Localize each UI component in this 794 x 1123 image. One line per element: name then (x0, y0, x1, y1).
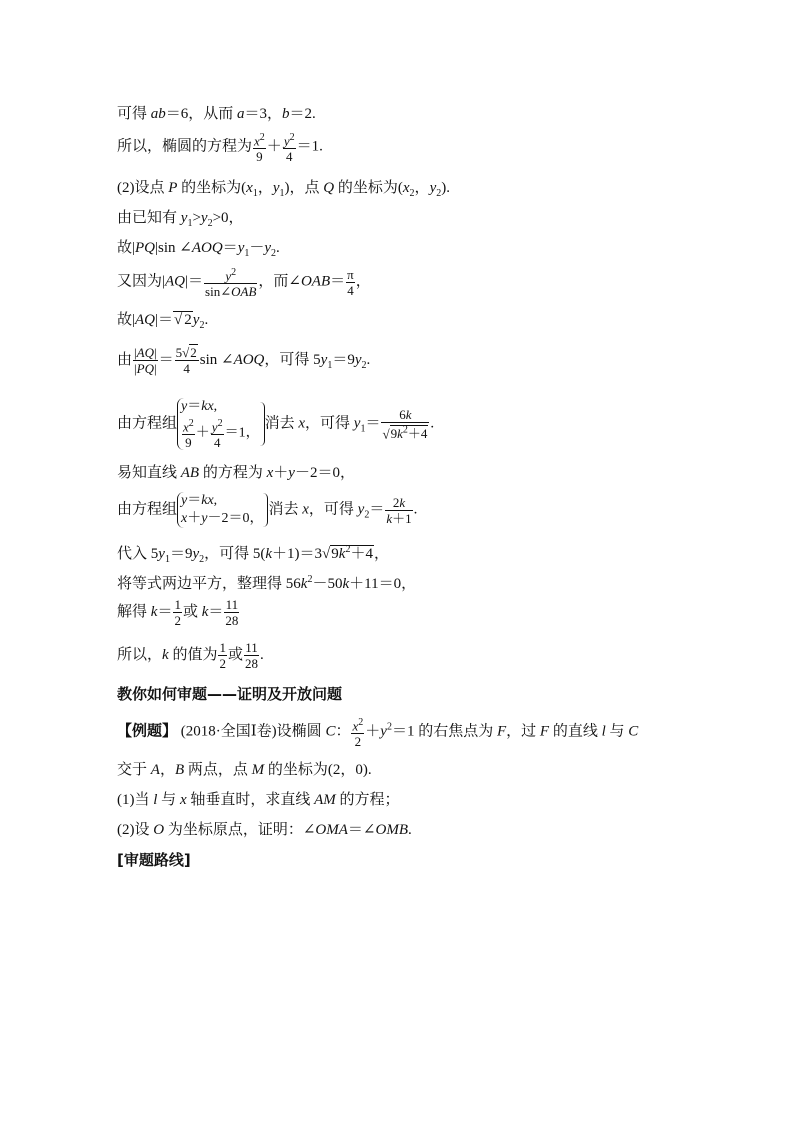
text-line: 代入 $5y_1=9y_2$，可得 $5(k+1)=3√9k^2+4$， (117, 544, 389, 565)
text-line: 【例题】 (2018·全国Ⅰ卷)设椭圆 C： $\frac{x^2}{2}$ $+y^2=1$ 的右焦点为 F，过 F 的直线 l 与 C (117, 717, 639, 750)
fraction: $\frac{\pi}{4}$ (347, 266, 354, 298)
text-line: 所以，椭圆的方程为 $\frac{x^2}{9}$ ＋ $\frac{y^2}{4}$ ＝1. (117, 132, 323, 165)
text-line: (2)设点 P 的坐标为($x_1$，$y_1$)，点 Q 的坐标为($x_2$，$y_2$). (117, 180, 450, 199)
fraction: $\frac{x^2}{9}$ (254, 132, 265, 165)
text-line: (1)当 l 与 x 轴垂直时，求直线 AM 的方程； (117, 792, 400, 808)
text-line: 所以，k 的值为 $\frac{1}{2}$ 或 $\frac{11}{28}$ . (117, 640, 264, 671)
text-line: 又因为|AQ|＝ $\frac{y^2}{\text{sin∠OAB}}$ ，而∠OAB＝ $\frac{\pi}{4}$ ， (117, 266, 371, 300)
text-line: 由方程组 y＝kx, x＋y－2＝0， 消去 x，可得 $y_2=$ $\frac{2k}{k+1}$ . (117, 493, 418, 526)
section-heading: [审题路线] (117, 851, 191, 869)
text-line: 可得 ab＝6，从而 a＝3，b＝2. (117, 106, 316, 122)
fraction: $\frac{11}{28}$ (225, 597, 239, 628)
text-line: 易知直线 AB 的方程为 x＋y－2＝0， (117, 465, 355, 481)
fraction: $\frac{|AQ|}{|PQ|}$ (134, 345, 157, 376)
text-line: 故|PQ|sin $\angle AOQ=y_1-y_2$. (117, 240, 280, 259)
fraction: $\frac{6k}{√9k^2+4}$ (382, 407, 428, 442)
fraction: $\frac{y^2}{4}$ (283, 132, 295, 165)
fraction: $\frac{5√2}{4}$ (175, 345, 197, 376)
fraction: $\frac{2k}{k+1}$ (386, 494, 412, 526)
text-line: 解得 k＝ $\frac{1}{2}$ 或 k＝ $\frac{11}{28}$ (117, 597, 239, 628)
text-line: 由已知有 $y_1>y_2>0$， (117, 210, 244, 229)
fraction: $\frac{11}{28}$ (244, 640, 258, 671)
fraction: $\frac{x^2}{2}$ (352, 717, 364, 750)
text-line: 由 $\frac{|AQ|}{|PQ|}$ ＝ $\frac{5√2}{4}$ sin ∠AOQ，可得 $5y_1=9y_2$. (117, 345, 371, 376)
text-line: 交于 A，B 两点，点 M 的坐标为(2，0). (117, 762, 372, 778)
text-line: (2)设 O 为坐标原点，证明：∠OMA＝∠OMB. (117, 822, 412, 838)
text-line: 故|AQ|＝√ $2y_2$. (117, 312, 209, 331)
fraction: $\frac{y^2}{\text{sin∠OAB}}$ (205, 267, 257, 300)
equation-system: y＝kx, x＋y－2＝0， (177, 492, 263, 528)
fraction: $\frac{1}{2}$ (174, 597, 181, 628)
section-heading: 教你如何审题——证明及开放问题 (117, 685, 343, 703)
text-line: 将等式两边平方，整理得 $56k^2-50k+11=0$， (117, 574, 417, 592)
text-line: 由方程组 y＝kx, $\frac{x^2}{9}$ ＋ $\frac{y^2}{4}$ ＝1， 消去 x，可得 $y_1=$ $\frac{6k}{√9k^2+4}$ . (117, 399, 435, 451)
fraction: $\frac{1}{2}$ (219, 640, 226, 671)
equation-system: y＝kx, $\frac{x^2}{9}$ ＋ $\frac{y^2}{4}$ ＝1， (177, 398, 260, 450)
